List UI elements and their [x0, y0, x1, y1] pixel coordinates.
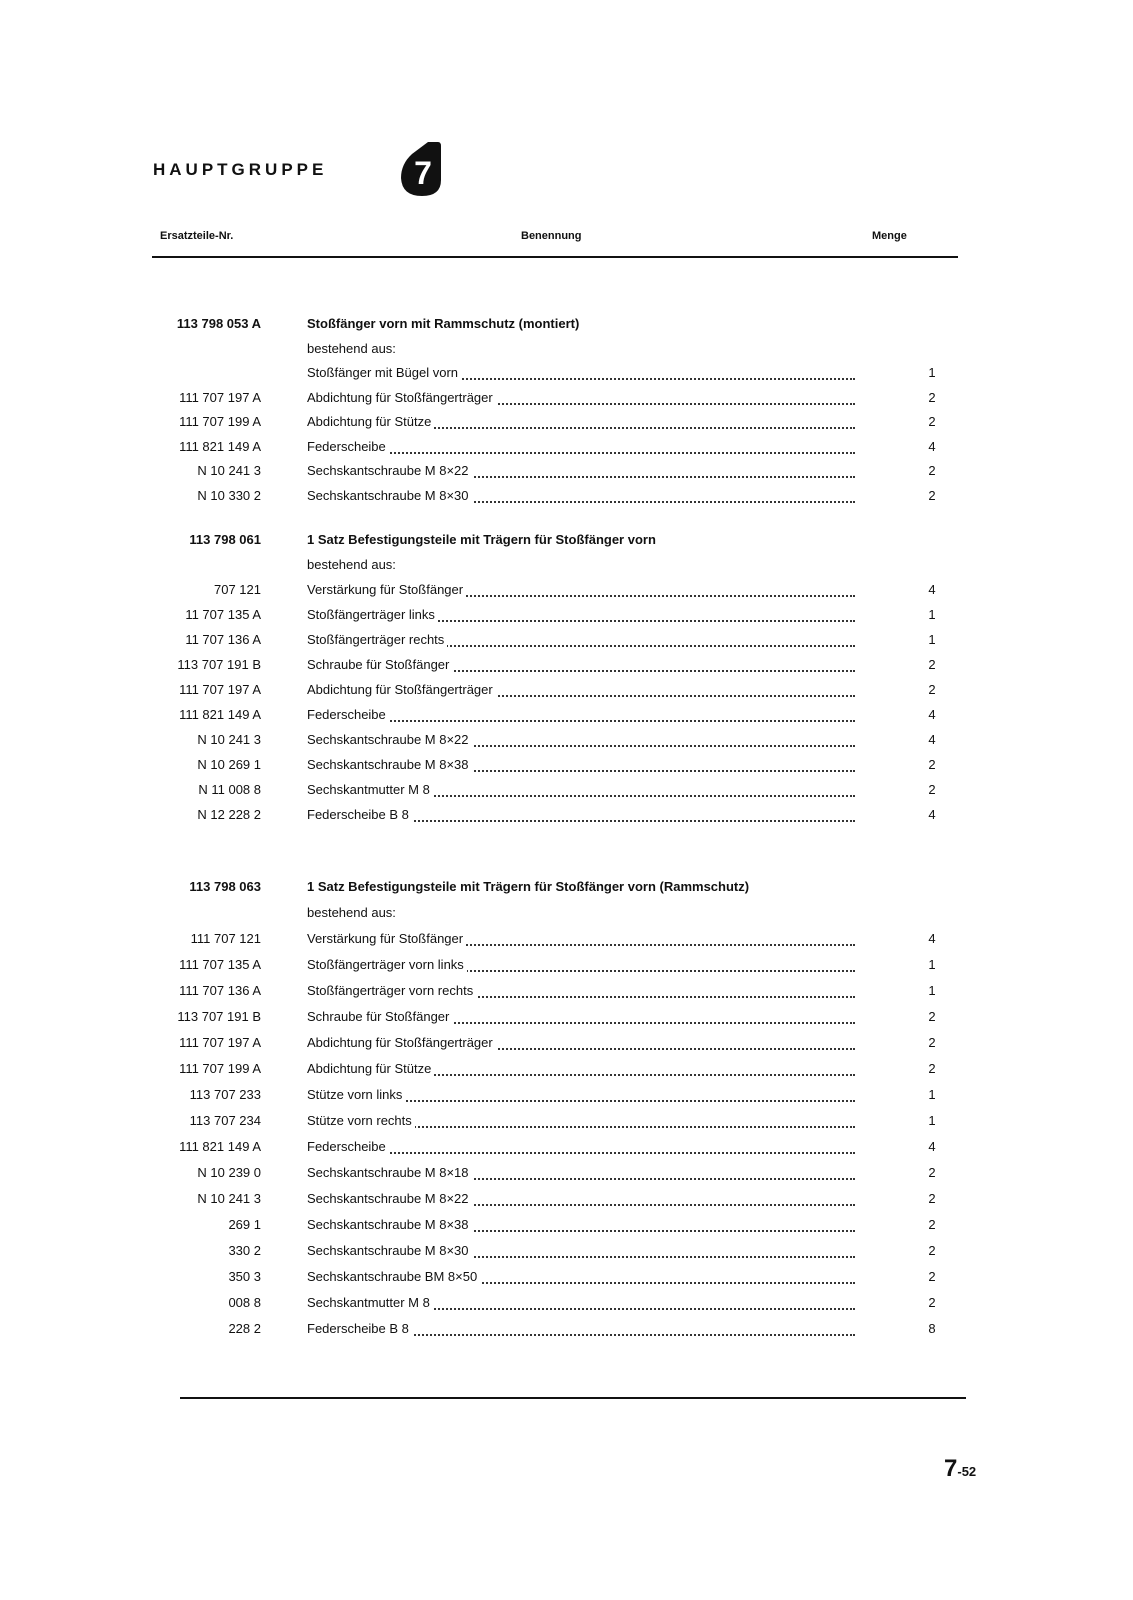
part-description-cell: [307, 1061, 857, 1076]
part-row: [0, 435, 1133, 460]
part-quantity: 2: [928, 682, 936, 697]
part-number: 111 821 149 A: [179, 438, 261, 454]
part-number: N 10 241 3: [197, 732, 261, 747]
parts-group-3: [0, 875, 1133, 1343]
part-quantity: 2: [928, 1295, 936, 1310]
part-description-cell: [307, 757, 857, 772]
part-row: [0, 1317, 1133, 1343]
part-row: [0, 653, 1133, 678]
part-row: [0, 1057, 1133, 1083]
assembly-heading-row: [0, 312, 1133, 337]
part-description-cell: [307, 532, 857, 547]
part-description-cell: [307, 657, 857, 672]
part-number: 113 707 191 B: [177, 657, 261, 672]
part-number: 113 798 053 A: [176, 316, 261, 331]
part-description-cell: [307, 316, 857, 331]
part-number: N 10 269 1: [197, 757, 261, 772]
part-number: 111 707 121: [190, 931, 261, 946]
part-number: 111 707 197 A: [179, 682, 261, 697]
part-description-cell: [307, 365, 857, 380]
part-description: Sechskantschraube M 8×22: [307, 463, 472, 478]
part-row: [0, 578, 1133, 603]
part-description-cell: [307, 607, 857, 622]
part-row: [0, 1239, 1133, 1265]
part-number: 113 798 063: [189, 879, 261, 894]
part-quantity: 2: [928, 1243, 936, 1258]
part-description: Sechskantschraube M 8×22: [307, 732, 472, 747]
part-quantity: 4: [928, 732, 936, 747]
group-number-badge: [398, 140, 442, 198]
part-description: Federscheibe: [307, 439, 389, 454]
part-description-cell: [307, 414, 857, 429]
column-header-quantity: Menge: [872, 230, 907, 242]
part-number: N 12 228 2: [197, 807, 261, 822]
part-description: Federscheibe: [307, 1139, 389, 1154]
part-quantity: 4: [928, 931, 936, 946]
part-description-cell: [307, 632, 857, 647]
parts-group-1: [0, 312, 1133, 508]
part-row: [0, 1109, 1133, 1135]
part-description: Schraube für Stoßfänger: [307, 657, 452, 672]
part-description-cell: [307, 488, 857, 503]
part-quantity: 4: [928, 707, 936, 722]
part-description: Schraube für Stoßfänger: [307, 1009, 452, 1024]
part-number: 113 798 061: [189, 532, 261, 547]
part-quantity: 2: [928, 1061, 936, 1076]
part-number: 111 707 197 A: [179, 389, 261, 405]
page-number-sub: -52: [957, 1464, 977, 1479]
part-description: Sechskantschraube M 8×18: [307, 1165, 472, 1180]
part-number: N 11 008 8: [198, 782, 261, 797]
part-quantity: 2: [928, 757, 936, 772]
part-number: 111 821 149 A: [179, 1139, 261, 1154]
part-quantity: 4: [928, 438, 936, 454]
part-row: [0, 1291, 1133, 1317]
part-row: [0, 1031, 1133, 1057]
assembly-heading-row: [0, 875, 1133, 901]
part-quantity: 1: [928, 1087, 936, 1102]
part-quantity: 8: [928, 1321, 936, 1336]
part-row: [0, 979, 1133, 1005]
part-description: Stütze vorn links: [307, 1087, 405, 1102]
column-header-name: Benennung: [521, 230, 582, 242]
part-number: 113 707 191 B: [177, 1009, 261, 1024]
part-number: 113 707 233: [189, 1087, 261, 1102]
part-number: 111 707 199 A: [179, 414, 261, 429]
part-row: [0, 1265, 1133, 1291]
part-row: [0, 1213, 1133, 1239]
part-row: [0, 728, 1133, 753]
part-row: [0, 1135, 1133, 1161]
column-header-part-number: Ersatzteile-Nr.: [160, 230, 234, 242]
part-description-cell: [307, 682, 857, 697]
part-quantity: 2: [928, 389, 936, 405]
part-number: 111 707 197 A: [179, 1035, 261, 1050]
part-description-cell: [307, 879, 857, 894]
part-description: Stoßfängerträger links: [307, 607, 438, 622]
part-description-cell: [307, 1113, 857, 1128]
part-description: 1 Satz Befestigungsteile mit Trägern für Stoßfänger vorn (Rammschutz): [307, 879, 752, 894]
badge-number: 7: [414, 155, 432, 191]
part-description-cell: [307, 557, 857, 572]
part-row: [0, 484, 1133, 509]
part-quantity: 1: [928, 607, 936, 622]
part-description: Stoßfängerträger vorn rechts: [307, 983, 476, 998]
part-description: Sechskantschraube BM 8×50: [307, 1269, 480, 1284]
part-quantity: 2: [928, 1269, 936, 1284]
part-description: Abdichtung für Stütze: [307, 414, 434, 429]
part-row: [0, 459, 1133, 484]
part-quantity: 1: [928, 983, 936, 998]
part-description-cell: [307, 931, 857, 946]
part-row: [0, 628, 1133, 653]
part-number: 008 8: [228, 1295, 261, 1310]
part-quantity: 1: [928, 632, 936, 647]
part-description-cell: [307, 439, 857, 454]
footer-rule: [180, 1397, 966, 1399]
part-description-cell: [307, 957, 857, 972]
part-number: 111 821 149 A: [179, 707, 261, 722]
consists-of-row: [0, 901, 1133, 927]
part-description-cell: [307, 463, 857, 478]
part-description: Abdichtung für Stoßfängerträger: [307, 390, 496, 405]
part-quantity: 2: [928, 657, 936, 672]
page-number-main: 7: [944, 1455, 958, 1482]
part-description: Sechskantschraube M 8×30: [307, 488, 472, 503]
part-description: Abdichtung für Stoßfängerträger: [307, 682, 496, 697]
part-row: [0, 1187, 1133, 1213]
part-description: Sechskantmutter M 8: [307, 1295, 433, 1310]
part-description: Stütze vorn rechts: [307, 1113, 415, 1128]
part-description: Stoßfängerträger rechts: [307, 632, 447, 647]
part-description-cell: [307, 807, 857, 822]
part-description-cell: [307, 1009, 857, 1024]
part-description-cell: [307, 732, 857, 747]
part-description: Sechskantschraube M 8×22: [307, 1191, 472, 1206]
part-description: Stoßfänger mit Bügel vorn: [307, 365, 461, 380]
part-description: Federscheibe: [307, 707, 389, 722]
part-quantity: 4: [928, 807, 936, 822]
part-number: 113 707 234: [189, 1113, 261, 1128]
part-description: 1 Satz Befestigungsteile mit Trägern für Stoßfänger vorn: [307, 532, 659, 547]
part-number: N 10 241 3: [197, 463, 261, 478]
part-row: [0, 386, 1133, 411]
part-row: [0, 953, 1133, 979]
part-description: Federscheibe B 8: [307, 1321, 412, 1336]
part-description-cell: [307, 1217, 857, 1232]
part-description-cell: [307, 1243, 857, 1258]
part-number: 269 1: [228, 1217, 261, 1232]
part-number: 350 3: [228, 1269, 261, 1284]
part-quantity: 1: [928, 957, 936, 972]
part-quantity: 2: [928, 1009, 936, 1024]
part-description-cell: [307, 1035, 857, 1050]
part-description-cell: [307, 1087, 857, 1102]
part-row: [0, 603, 1133, 628]
part-description-cell: [307, 1269, 857, 1284]
part-description: Federscheibe B 8: [307, 807, 412, 822]
part-quantity: 2: [928, 1217, 936, 1232]
part-quantity: 4: [928, 1139, 936, 1154]
part-row: [0, 778, 1133, 803]
part-description: Verstärkung für Stoßfänger: [307, 582, 466, 597]
parts-group-2: [0, 528, 1133, 828]
part-description: Abdichtung für Stoßfängerträger: [307, 1035, 496, 1050]
part-row: [0, 1005, 1133, 1031]
part-description: Sechskantschraube M 8×38: [307, 1217, 472, 1232]
part-description-cell: [307, 905, 857, 920]
part-description: bestehend aus:: [307, 557, 399, 572]
part-quantity: 2: [928, 782, 936, 797]
consists-of-row: [0, 553, 1133, 578]
assembly-heading-row: [0, 528, 1133, 553]
part-description-cell: [307, 1191, 857, 1206]
part-description-cell: [307, 1139, 857, 1154]
consists-of-row: [0, 337, 1133, 362]
part-description-cell: [307, 1295, 857, 1310]
part-quantity: 4: [928, 582, 936, 597]
part-quantity: 1: [928, 365, 936, 380]
part-row: [0, 1161, 1133, 1187]
part-row: [0, 361, 1133, 386]
part-number: N 10 241 3: [197, 1191, 261, 1206]
part-quantity: 2: [928, 1165, 936, 1180]
part-number: 707 121: [214, 582, 261, 597]
part-description-cell: [307, 782, 857, 797]
part-description: Verstärkung für Stoßfänger: [307, 931, 466, 946]
part-number: N 10 239 0: [197, 1165, 261, 1180]
part-description-cell: [307, 390, 857, 405]
part-quantity: 2: [928, 1035, 936, 1050]
part-number: 330 2: [228, 1243, 261, 1258]
part-row: [0, 927, 1133, 953]
part-quantity: 2: [928, 463, 936, 478]
page-number: [944, 1455, 976, 1483]
part-quantity: 2: [928, 1191, 936, 1206]
part-quantity: 2: [928, 487, 936, 503]
part-description: Stoßfänger vorn mit Rammschutz (montiert): [307, 316, 582, 331]
part-description: bestehend aus:: [307, 905, 399, 920]
part-number: 228 2: [228, 1321, 261, 1336]
main-group-title: HAUPTGRUPPE: [153, 160, 328, 179]
part-number: 111 707 136 A: [179, 983, 261, 998]
part-row: [0, 803, 1133, 828]
part-number: 111 707 135 A: [179, 957, 261, 972]
part-quantity: 2: [928, 414, 936, 429]
part-row: [0, 753, 1133, 778]
part-number: 11 707 135 A: [185, 607, 261, 622]
part-row: [0, 1083, 1133, 1109]
part-number: N 10 330 2: [197, 487, 261, 503]
part-description: bestehend aus:: [307, 341, 399, 356]
part-description: Sechskantschraube M 8×38: [307, 757, 472, 772]
part-row: [0, 410, 1133, 435]
part-description-cell: [307, 341, 857, 356]
part-description-cell: [307, 582, 857, 597]
header-rule: [152, 256, 958, 258]
part-description-cell: [307, 1165, 857, 1180]
part-description: Sechskantmutter M 8: [307, 782, 433, 797]
part-description-cell: [307, 983, 857, 998]
part-description: Sechskantschraube M 8×30: [307, 1243, 472, 1258]
part-description-cell: [307, 1321, 857, 1336]
part-number: 111 707 199 A: [179, 1061, 261, 1076]
part-quantity: 1: [928, 1113, 936, 1128]
part-description-cell: [307, 707, 857, 722]
part-description: Abdichtung für Stütze: [307, 1061, 434, 1076]
part-row: [0, 678, 1133, 703]
part-description: Stoßfängerträger vorn links: [307, 957, 467, 972]
part-row: [0, 703, 1133, 728]
part-number: 11 707 136 A: [185, 632, 261, 647]
